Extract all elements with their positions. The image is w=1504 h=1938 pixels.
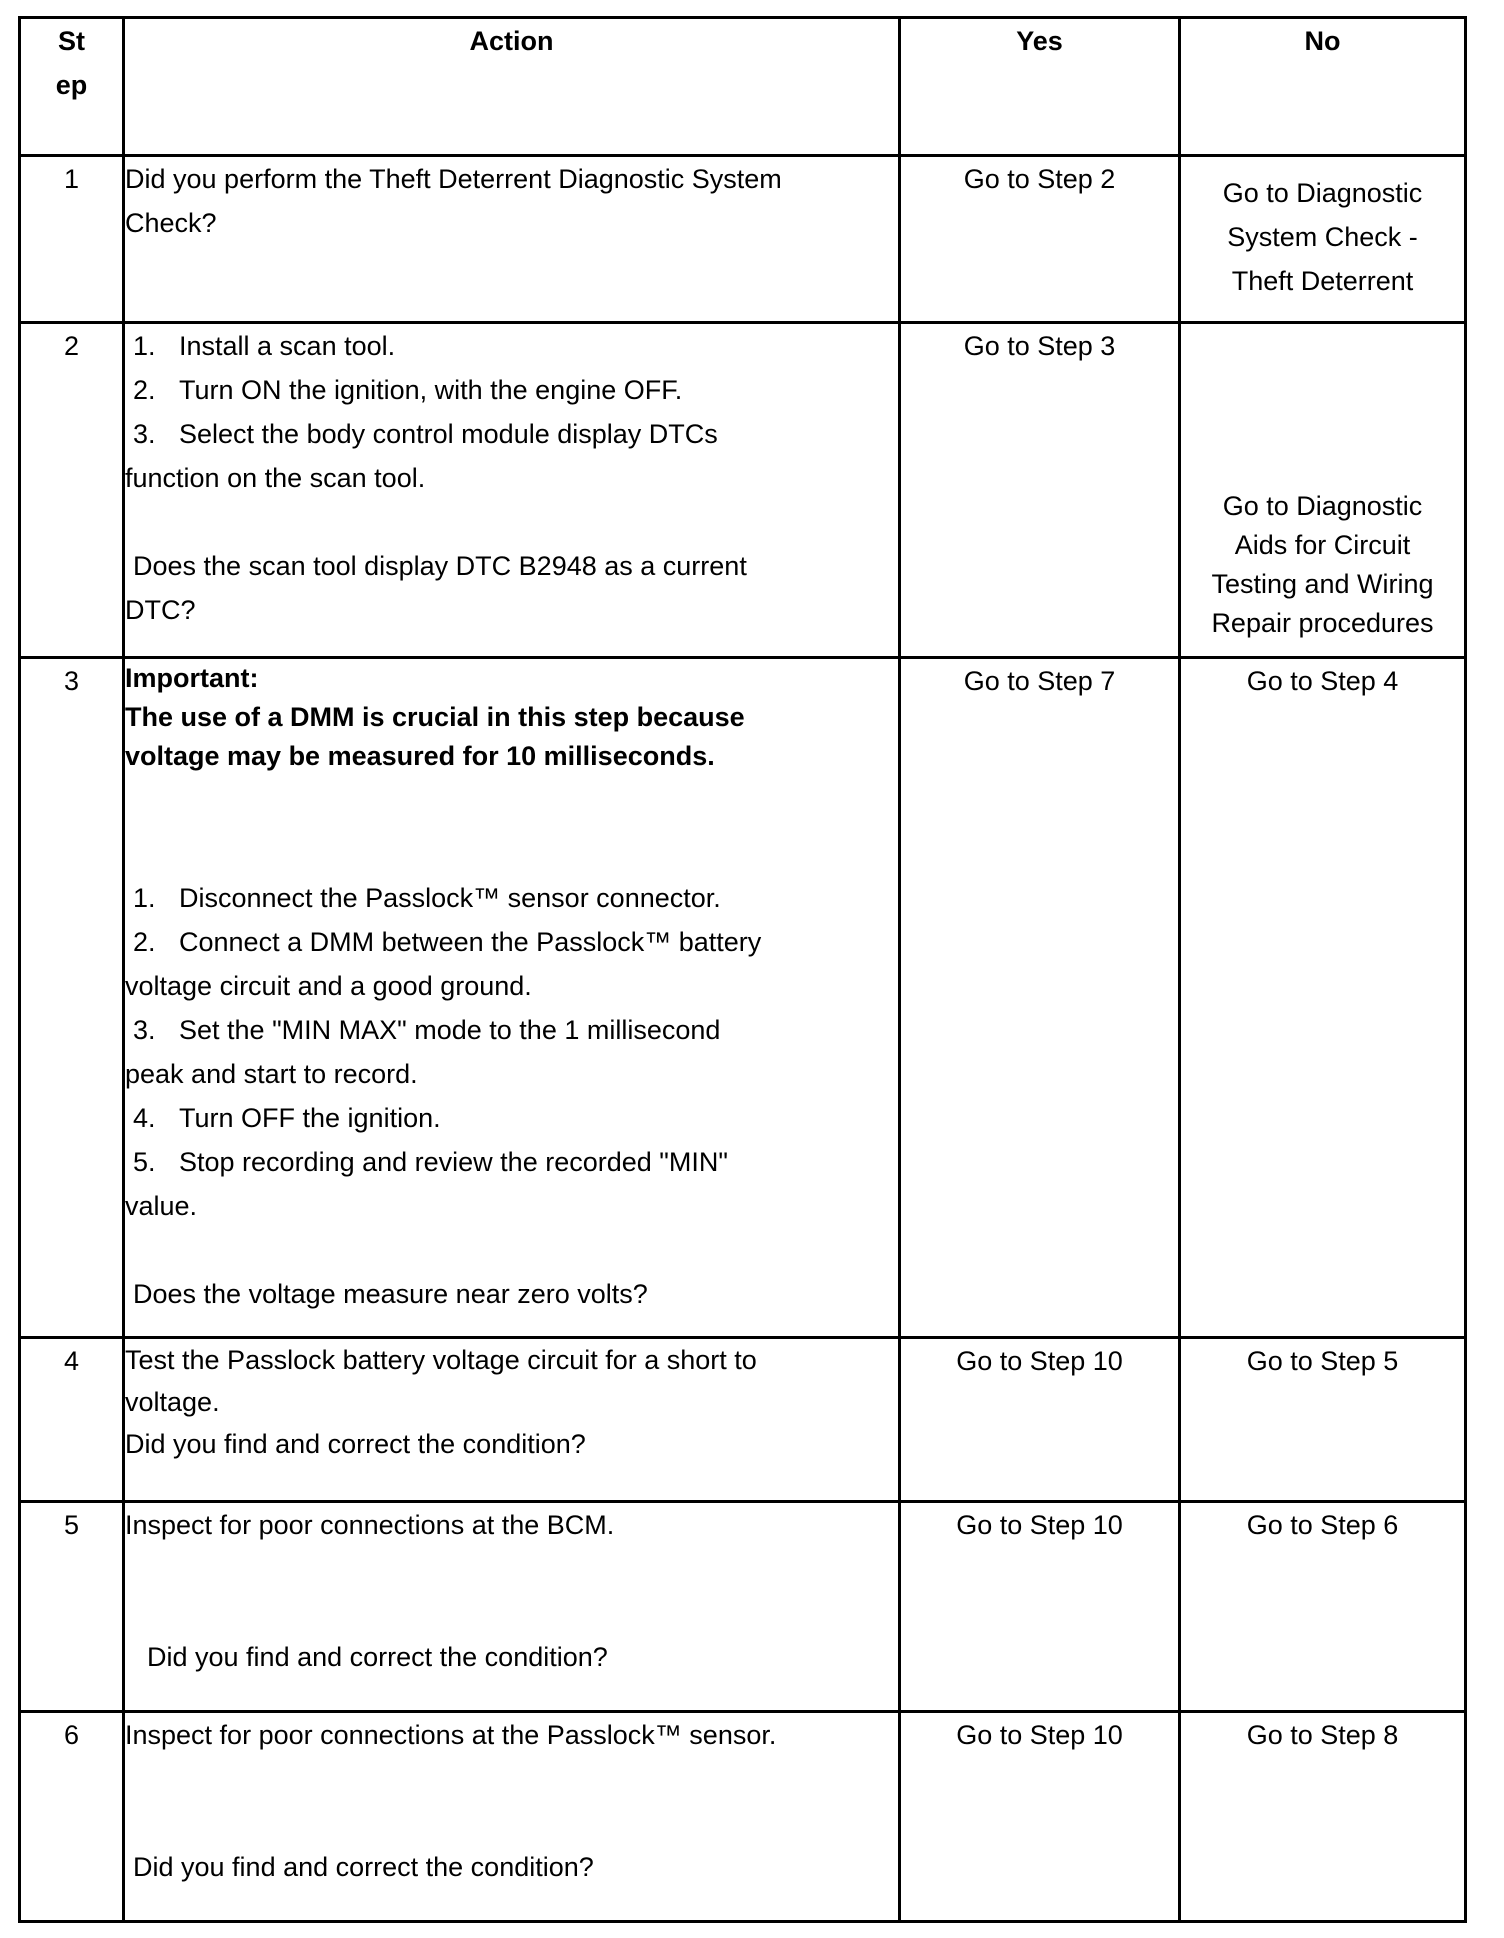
yes-cell: Go to Step 2 bbox=[900, 156, 1180, 323]
step-number: 4 bbox=[20, 1338, 124, 1502]
action-cell bbox=[124, 1502, 900, 1712]
list-continuation: peak and start to record. bbox=[125, 1059, 418, 1089]
action-cell bbox=[124, 156, 900, 323]
yes-cell: Go to Step 3 bbox=[900, 323, 1180, 658]
list-item: 1. Disconnect the Passlock™ sensor connector. bbox=[133, 883, 721, 913]
important-text: voltage may be measured for 10 milliseconds. bbox=[125, 741, 715, 771]
step-number: 1 bbox=[20, 156, 124, 323]
list-item: 3. Select the body control module display DTCs bbox=[133, 419, 718, 449]
action-text: Check? bbox=[125, 208, 217, 238]
no-cell: Go to Step 5 bbox=[1180, 1338, 1466, 1502]
yes-cell: Go to Step 10 bbox=[900, 1712, 1180, 1922]
list-continuation: function on the scan tool. bbox=[125, 463, 426, 493]
action-text: Test the Passlock battery voltage circuit for a short to bbox=[125, 1345, 757, 1375]
question-text: Did you find and correct the condition? bbox=[147, 1642, 608, 1672]
no-text: Go to Diagnostic bbox=[1222, 491, 1423, 521]
no-cell: Go to Step 6 bbox=[1180, 1502, 1466, 1712]
question-text: Does the voltage measure near zero volts? bbox=[133, 1279, 648, 1309]
action-cell bbox=[124, 658, 900, 1338]
step-number: 2 bbox=[20, 323, 124, 658]
table-row bbox=[20, 1502, 1466, 1712]
list-item: 2. Turn ON the ignition, with the engine OFF. bbox=[133, 375, 683, 405]
yes-cell: Go to Step 10 bbox=[900, 1338, 1180, 1502]
step-number: 3 bbox=[20, 658, 124, 1338]
header-no: No bbox=[1180, 18, 1466, 156]
no-text: Testing and Wiring bbox=[1211, 569, 1434, 599]
list-item: 2. Connect a DMM between the Passlock™ battery bbox=[133, 927, 762, 957]
header-step bbox=[20, 18, 124, 156]
header-row bbox=[20, 18, 1466, 156]
yes-cell: Go to Step 10 bbox=[900, 1502, 1180, 1712]
list-item: 3. Set the "MIN MAX" mode to the 1 millisecond bbox=[133, 1015, 721, 1045]
action-text: Inspect for poor connections at the BCM. bbox=[125, 1510, 615, 1540]
action-cell bbox=[124, 323, 900, 658]
table-row bbox=[20, 1338, 1466, 1502]
no-text: System Check - bbox=[1227, 222, 1418, 252]
table-row bbox=[20, 156, 1466, 323]
important-label: Important: bbox=[125, 663, 259, 693]
list-continuation: value. bbox=[125, 1191, 198, 1221]
no-text: Go to Diagnostic bbox=[1222, 178, 1423, 208]
table-row bbox=[20, 658, 1466, 1338]
yes-cell: Go to Step 7 bbox=[900, 658, 1180, 1338]
action-text: voltage. bbox=[125, 1387, 220, 1417]
header-step-line2: ep bbox=[55, 70, 88, 100]
diagnostic-table bbox=[18, 16, 1467, 1923]
table-row bbox=[20, 323, 1466, 658]
question-text: Does the scan tool display DTC B2948 as a current bbox=[133, 551, 747, 581]
list-item: 4. Turn OFF the ignition. bbox=[133, 1103, 441, 1133]
header-yes: Yes bbox=[900, 18, 1180, 156]
action-text: Did you perform the Theft Deterrent Diagnostic System bbox=[125, 164, 782, 194]
step-number: 5 bbox=[20, 1502, 124, 1712]
no-cell bbox=[1180, 323, 1466, 658]
step-number: 6 bbox=[20, 1712, 124, 1922]
list-continuation: voltage circuit and a good ground. bbox=[125, 971, 532, 1001]
list-item: 1. Install a scan tool. bbox=[133, 331, 396, 361]
no-cell: Go to Step 4 bbox=[1180, 658, 1466, 1338]
header-action: Action bbox=[124, 18, 900, 156]
no-cell bbox=[1180, 156, 1466, 323]
action-text: Did you find and correct the condition? bbox=[125, 1429, 586, 1459]
action-cell bbox=[124, 1338, 900, 1502]
action-text: Inspect for poor connections at the Passlock™ sensor. bbox=[125, 1720, 777, 1750]
list-item: 5. Stop recording and review the recorded "MIN" bbox=[133, 1147, 728, 1177]
question-text: DTC? bbox=[125, 595, 196, 625]
important-text: The use of a DMM is crucial in this step because bbox=[125, 702, 745, 732]
no-cell: Go to Step 8 bbox=[1180, 1712, 1466, 1922]
question-text: Did you find and correct the condition? bbox=[133, 1852, 594, 1882]
table-row bbox=[20, 1712, 1466, 1922]
header-step-line1: St bbox=[58, 26, 85, 56]
no-text: Repair procedures bbox=[1211, 608, 1434, 638]
action-cell bbox=[124, 1712, 900, 1922]
no-text: Theft Deterrent bbox=[1231, 266, 1414, 296]
no-text: Aids for Circuit bbox=[1234, 530, 1411, 560]
